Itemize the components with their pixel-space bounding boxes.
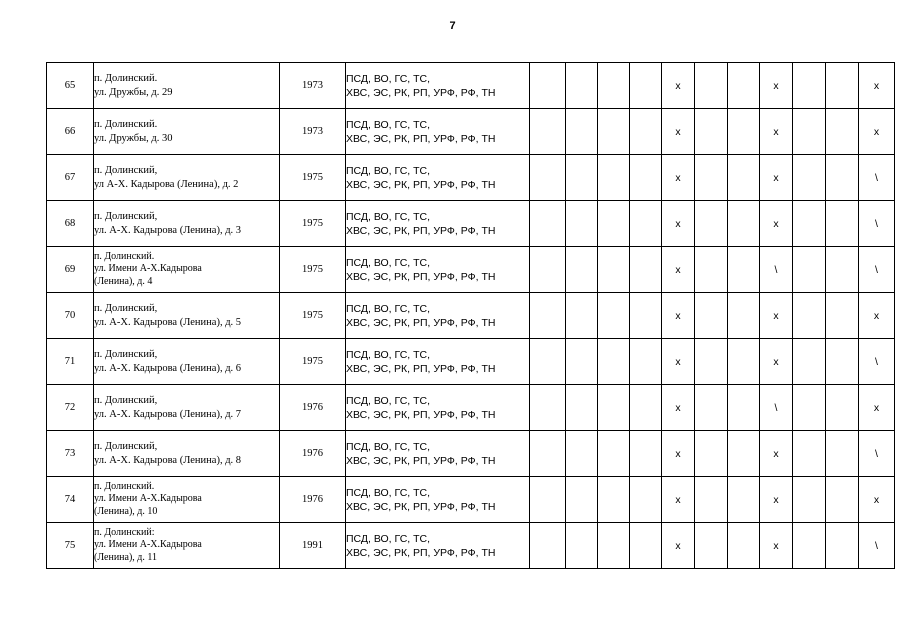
address-line: п. Долинский, (94, 210, 158, 222)
address-cell (94, 63, 280, 109)
mark-cell: х (760, 477, 793, 523)
mark-cell (826, 247, 859, 293)
mark-cell (695, 109, 728, 155)
row-number: 70 (47, 293, 94, 339)
address-cell (94, 293, 280, 339)
mark-cell (728, 477, 760, 523)
services-line: ХВС, ЭС, РК, РП, УРФ, РФ, ТН (346, 546, 496, 559)
mark-cell (530, 523, 566, 569)
services-line: ХВС, ЭС, РК, РП, УРФ, РФ, ТН (346, 500, 496, 513)
mark-cell: х (662, 247, 695, 293)
mark-cell (793, 109, 826, 155)
build-year: 1975 (280, 339, 346, 385)
services-line: ПСД, ВО, ГС, ТС, (346, 164, 431, 177)
mark-cell (630, 431, 662, 477)
services-line: ХВС, ЭС, РК, РП, УРФ, РФ, ТН (346, 132, 496, 145)
table-row (47, 339, 895, 385)
mark-cell (530, 339, 566, 385)
address-line: ул. Имени А-Х.Кадырова (94, 263, 202, 275)
mark-cell (566, 247, 598, 293)
mark-cell: х (662, 63, 695, 109)
row-number: 74 (47, 477, 94, 523)
mark-cell: х (760, 339, 793, 385)
mark-cell (566, 339, 598, 385)
mark-cell (630, 63, 662, 109)
mark-cell (826, 63, 859, 109)
mark-cell (598, 63, 630, 109)
mark-cell (728, 523, 760, 569)
mark-cell (598, 523, 630, 569)
mark-cell (793, 339, 826, 385)
mark-cell (566, 109, 598, 155)
mark-cell (695, 385, 728, 431)
mark-cell (530, 431, 566, 477)
table-row (47, 431, 895, 477)
table-row (47, 523, 895, 569)
mark-cell: х (662, 477, 695, 523)
mark-cell: х (662, 339, 695, 385)
services-cell (346, 523, 530, 569)
mark-cell (728, 155, 760, 201)
address-line: п. Долинский, (94, 164, 158, 176)
services-cell (346, 63, 530, 109)
address-line: ул. А-Х. Кадырова (Ленина), д. 8 (94, 454, 242, 466)
services-line: ПСД, ВО, ГС, ТС, (346, 256, 431, 269)
mark-cell (530, 63, 566, 109)
mark-cell (566, 523, 598, 569)
services-cell (346, 431, 530, 477)
mark-cell (566, 201, 598, 247)
mark-cell (728, 431, 760, 477)
mark-cell: \ (859, 523, 895, 569)
row-number: 75 (47, 523, 94, 569)
build-year: 1991 (280, 523, 346, 569)
mark-cell (598, 293, 630, 339)
mark-cell (530, 155, 566, 201)
mark-cell (530, 201, 566, 247)
mark-cell (728, 63, 760, 109)
build-year: 1976 (280, 477, 346, 523)
mark-cell (793, 63, 826, 109)
table-row (47, 201, 895, 247)
address-line: ул. Имени А-Х.Кадырова (94, 493, 202, 505)
buildings-table (46, 62, 895, 569)
mark-cell (598, 247, 630, 293)
build-year: 1975 (280, 155, 346, 201)
mark-cell (566, 63, 598, 109)
mark-cell (728, 247, 760, 293)
services-line: ХВС, ЭС, РК, РП, УРФ, РФ, ТН (346, 408, 496, 421)
mark-cell (695, 339, 728, 385)
services-line: ХВС, ЭС, РК, РП, УРФ, РФ, ТН (346, 224, 496, 237)
mark-cell (598, 155, 630, 201)
mark-cell: х (760, 293, 793, 339)
mark-cell: \ (760, 385, 793, 431)
mark-cell (530, 247, 566, 293)
mark-cell (598, 201, 630, 247)
mark-cell (695, 431, 728, 477)
mark-cell (728, 201, 760, 247)
mark-cell: х (760, 431, 793, 477)
address-line: п. Долинский, (94, 302, 158, 314)
address-line: п. Долинский: (94, 526, 155, 538)
mark-cell (826, 523, 859, 569)
mark-cell (793, 247, 826, 293)
services-cell (346, 293, 530, 339)
mark-cell: х (662, 201, 695, 247)
services-line: ПСД, ВО, ГС, ТС, (346, 118, 431, 131)
address-line: п. Долинский, (94, 440, 158, 452)
mark-cell: х (662, 431, 695, 477)
mark-cell: х (662, 385, 695, 431)
mark-cell (630, 523, 662, 569)
mark-cell: х (859, 477, 895, 523)
address-line: ул. А-Х. Кадырова (Ленина), д. 3 (94, 224, 242, 236)
mark-cell (826, 339, 859, 385)
mark-cell: х (859, 385, 895, 431)
mark-cell (793, 523, 826, 569)
address-line: (Ленина), д. 11 (94, 551, 158, 563)
address-cell (94, 201, 280, 247)
services-line: ПСД, ВО, ГС, ТС, (346, 72, 431, 85)
mark-cell (530, 293, 566, 339)
mark-cell: \ (859, 339, 895, 385)
address-line: (Ленина), д. 10 (94, 505, 158, 517)
mark-cell (695, 293, 728, 339)
row-number: 69 (47, 247, 94, 293)
mark-cell: х (760, 63, 793, 109)
table-row (47, 477, 895, 523)
mark-cell (630, 477, 662, 523)
mark-cell (630, 155, 662, 201)
mark-cell (598, 477, 630, 523)
table-row (47, 155, 895, 201)
row-number: 68 (47, 201, 94, 247)
mark-cell (566, 385, 598, 431)
page-number: 7 (449, 20, 456, 32)
mark-cell (728, 385, 760, 431)
row-number: 66 (47, 109, 94, 155)
address-cell (94, 431, 280, 477)
table-row (47, 293, 895, 339)
mark-cell (598, 109, 630, 155)
mark-cell (793, 431, 826, 477)
address-line: ул. А-Х. Кадырова (Ленина), д. 7 (94, 408, 242, 420)
table-row (47, 109, 895, 155)
mark-cell (598, 339, 630, 385)
mark-cell (793, 477, 826, 523)
mark-cell (728, 339, 760, 385)
services-cell (346, 477, 530, 523)
mark-cell (566, 155, 598, 201)
address-cell (94, 109, 280, 155)
mark-cell: \ (859, 155, 895, 201)
row-number: 65 (47, 63, 94, 109)
mark-cell (630, 293, 662, 339)
address-line: п. Долинский. (94, 72, 158, 84)
mark-cell (793, 201, 826, 247)
mark-cell (630, 385, 662, 431)
build-year: 1976 (280, 385, 346, 431)
mark-cell: \ (859, 431, 895, 477)
services-line: ХВС, ЭС, РК, РП, УРФ, РФ, ТН (346, 316, 496, 329)
address-cell (94, 155, 280, 201)
mark-cell (566, 477, 598, 523)
services-line: ХВС, ЭС, РК, РП, УРФ, РФ, ТН (346, 270, 496, 283)
address-line: п. Долинский. (94, 250, 155, 262)
build-year: 1976 (280, 431, 346, 477)
mark-cell (793, 293, 826, 339)
mark-cell (793, 385, 826, 431)
address-line: п. Долинский. (94, 480, 155, 492)
mark-cell (566, 431, 598, 477)
mark-cell (695, 63, 728, 109)
address-line: ул. А-Х. Кадырова (Ленина), д. 6 (94, 362, 242, 374)
mark-cell: х (859, 293, 895, 339)
services-line: ПСД, ВО, ГС, ТС, (346, 486, 431, 499)
mark-cell (695, 155, 728, 201)
row-number: 72 (47, 385, 94, 431)
services-cell (346, 385, 530, 431)
address-cell (94, 523, 280, 569)
build-year: 1975 (280, 293, 346, 339)
address-line: ул. Имени А-Х.Кадырова (94, 539, 202, 551)
address-line: ул. А-Х. Кадырова (Ленина), д. 5 (94, 316, 242, 328)
row-number: 71 (47, 339, 94, 385)
mark-cell: х (760, 201, 793, 247)
mark-cell: х (859, 109, 895, 155)
services-cell (346, 201, 530, 247)
services-cell (346, 155, 530, 201)
table-row (47, 247, 895, 293)
address-line: (Ленина), д. 4 (94, 275, 153, 287)
mark-cell (630, 201, 662, 247)
services-line: ПСД, ВО, ГС, ТС, (346, 302, 431, 315)
mark-cell: х (662, 293, 695, 339)
mark-cell (728, 293, 760, 339)
mark-cell: х (859, 63, 895, 109)
mark-cell (530, 109, 566, 155)
mark-cell: х (760, 523, 793, 569)
table-row (47, 385, 895, 431)
mark-cell (728, 109, 760, 155)
build-year: 1975 (280, 201, 346, 247)
address-line: п. Долинский, (94, 394, 158, 406)
services-line: ПСД, ВО, ГС, ТС, (346, 394, 431, 407)
mark-cell (826, 293, 859, 339)
row-number: 73 (47, 431, 94, 477)
mark-cell: \ (760, 247, 793, 293)
mark-cell (566, 293, 598, 339)
mark-cell (695, 201, 728, 247)
address-cell (94, 477, 280, 523)
mark-cell (826, 477, 859, 523)
services-cell (346, 339, 530, 385)
mark-cell (530, 477, 566, 523)
mark-cell: \ (859, 201, 895, 247)
mark-cell: \ (859, 247, 895, 293)
address-cell (94, 339, 280, 385)
mark-cell: х (760, 109, 793, 155)
mark-cell (826, 201, 859, 247)
build-year: 1975 (280, 247, 346, 293)
mark-cell (793, 155, 826, 201)
services-line: ПСД, ВО, ГС, ТС, (346, 532, 431, 545)
address-cell (94, 385, 280, 431)
mark-cell: х (662, 523, 695, 569)
mark-cell (826, 109, 859, 155)
address-line: ул А-Х. Кадырова (Ленина), д. 2 (94, 178, 239, 190)
mark-cell: х (662, 109, 695, 155)
mark-cell (695, 247, 728, 293)
services-line: ПСД, ВО, ГС, ТС, (346, 440, 431, 453)
build-year: 1973 (280, 63, 346, 109)
services-cell (346, 109, 530, 155)
mark-cell (695, 477, 728, 523)
mark-cell (598, 385, 630, 431)
mark-cell (695, 523, 728, 569)
services-line: ХВС, ЭС, РК, РП, УРФ, РФ, ТН (346, 86, 496, 99)
build-year: 1973 (280, 109, 346, 155)
address-cell (94, 247, 280, 293)
address-line: п. Долинский. (94, 118, 158, 130)
address-line: ул. Дружбы, д. 30 (94, 132, 173, 144)
table-body (47, 63, 895, 569)
address-line: ул. Дружбы, д. 29 (94, 86, 173, 98)
mark-cell (530, 385, 566, 431)
services-line: ХВС, ЭС, РК, РП, УРФ, РФ, ТН (346, 362, 496, 375)
services-line: ХВС, ЭС, РК, РП, УРФ, РФ, ТН (346, 178, 496, 191)
mark-cell (826, 155, 859, 201)
mark-cell (630, 339, 662, 385)
mark-cell: х (760, 155, 793, 201)
services-line: ХВС, ЭС, РК, РП, УРФ, РФ, ТН (346, 454, 496, 467)
mark-cell (826, 385, 859, 431)
mark-cell (826, 431, 859, 477)
services-line: ПСД, ВО, ГС, ТС, (346, 210, 431, 223)
table-row (47, 63, 895, 109)
mark-cell (630, 247, 662, 293)
services-line: ПСД, ВО, ГС, ТС, (346, 348, 431, 361)
mark-cell (630, 109, 662, 155)
mark-cell (598, 431, 630, 477)
services-cell (346, 247, 530, 293)
row-number: 67 (47, 155, 94, 201)
mark-cell: х (662, 155, 695, 201)
address-line: п. Долинский, (94, 348, 158, 360)
